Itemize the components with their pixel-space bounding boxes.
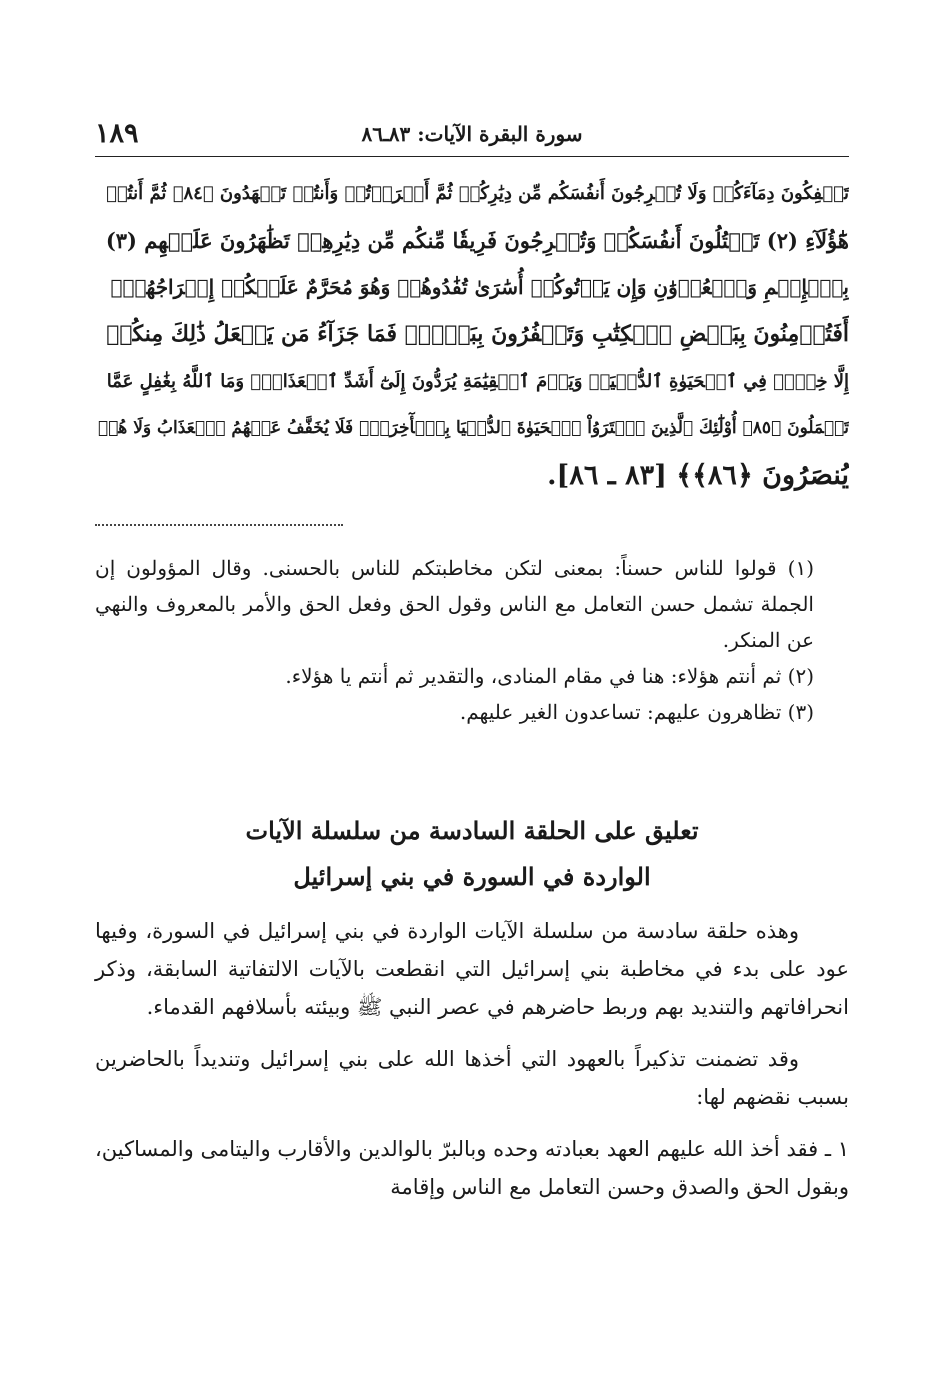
paragraph: ١ ـ فقد أخذ الله عليهم العهد بعبادته وحده وبالبرّ بالوالدين والأقارب واليتامى والمساكين، وبقول الحق والصدق وحسن التعامل مع الناس وإقامة (95, 1137, 849, 1199)
footnote-3: (٣) تظاهرون عليهم: تساعدون الغير عليهم. (459, 700, 814, 724)
footnote-2: (٢) ثم أنتم هؤلاء: هنا في مقام المنادى، والتقدير ثم أنتم يا هؤلاء. (285, 664, 814, 688)
section-title-line-1: تعليق على الحلقة السادسة من سلسلة الآيات (245, 816, 699, 845)
paragraph: وقد تضمنت تذكيراً بالعهود التي أخذها الله على بني إسرائيل وتنديداً بالحاضرين بسبب نقضهم لها: (95, 1047, 849, 1109)
quran-verses (95, 170, 849, 499)
running-head: سورة البقرة الآيات: ٨٣ـ٨٦ (361, 122, 583, 146)
section-title-line-2: الواردة في السورة في بني إسرائيل (293, 862, 651, 891)
footnotes (95, 550, 849, 730)
commentary-body (95, 912, 849, 1220)
footnote-separator (95, 524, 343, 526)
section-title (95, 808, 849, 900)
verse-line: هَٰٓؤُلَآءِ (٢) تَقۡتُلُونَ أَنفُسَكُمۡ وَتُخۡرِجُونَ فَرِيقٗا مِّنكُم مِّن دِيَٰرِهِمۡ تَظَٰهَرُونَ عَلَيۡهِم (٣) (105, 228, 849, 253)
footnote-1: (١) قولوا للناس حسناً: بمعنى لتكن مخاطبتكم للناس بالحسنى. وقال المؤولون إن الجملة تشمل حسن التعامل مع الناس وقول الحق وفعل الحق والأمر بالمعروف والنهي عن المنكر. (95, 556, 814, 652)
verse-line: بِٱلۡإِثۡمِ وَٱلۡعُدۡوَٰنِ وَإِن يَأۡتُوكُمۡ أُسَٰرَىٰ تُفَٰدُوهُمۡ وَهُوَ مُحَرَّمٌ عَلَيۡكُمۡ إِخۡرَاجُهُمۡۚ (110, 275, 849, 299)
verse-line: أَفَتُؤۡمِنُونَ بِبَعۡضِ ٱلۡكِتَٰبِ وَتَكۡفُرُونَ بِبَعۡضٖۚ فَمَا جَزَآءُ مَن يَفۡعَلُ ذَٰلِكَ مِنكُمۡ (106, 321, 849, 347)
verse-line: تَعۡمَلُونَ ﴿٨٥﴾ أُوْلَٰٓئِكَ ٱلَّذِينَ ٱشۡتَرَوُاْ ٱلۡحَيَوٰةَ ٱلدُّنۡيَا بِٱلۡأٓخِرَةِۖ فَلَا يُخَفَّفُ عَنۡهُمُ ٱلۡعَذَابُ وَلَا هُمۡ (97, 418, 849, 438)
verse-line: تَسۡفِكُونَ دِمَآءَكُمۡ وَلَا تُخۡرِجُونَ أَنفُسَكُم مِّن دِيَٰرِكُمۡ ثُمَّ أَقۡرَرۡتُمۡ وَأَنتُمۡ تَشۡهَدُونَ ﴿٨٤﴾ ثُمَّ أَنتُمۡ (106, 183, 849, 204)
verse-line: إِلَّا خِزۡيٞ فِي ٱلۡحَيَوٰةِ ٱلدُّنۡيَاۖ وَيَوۡمَ ٱلۡقِيَٰمَةِ يُرَدُّونَ إِلَىٰٓ أَشَدِّ ٱلۡعَذَابِۗ وَمَا ٱللَّهُ بِغَٰفِلٍ عَمَّا (106, 371, 849, 392)
page-header (95, 118, 849, 157)
paragraph: وهذه حلقة سادسة من سلسلة الآيات الواردة في بني إسرائيل في السورة، وفيها عود على بدء في مخاطبة بني إسرائيل التي انقطعت بالآيات الالتفاتية السابقة، وذكر انحرافاتهم والتنديد بهم وربط حاضرهم في عصر النبي ﷺ وبيئته بأسلافهم القدماء. (95, 919, 849, 1019)
page-number: ١٨٩ (95, 118, 139, 149)
verse-line: يُنصَرُونَ ﴿٨٦﴾﴾ [٨٣ ـ ٨٦]. (547, 460, 849, 491)
